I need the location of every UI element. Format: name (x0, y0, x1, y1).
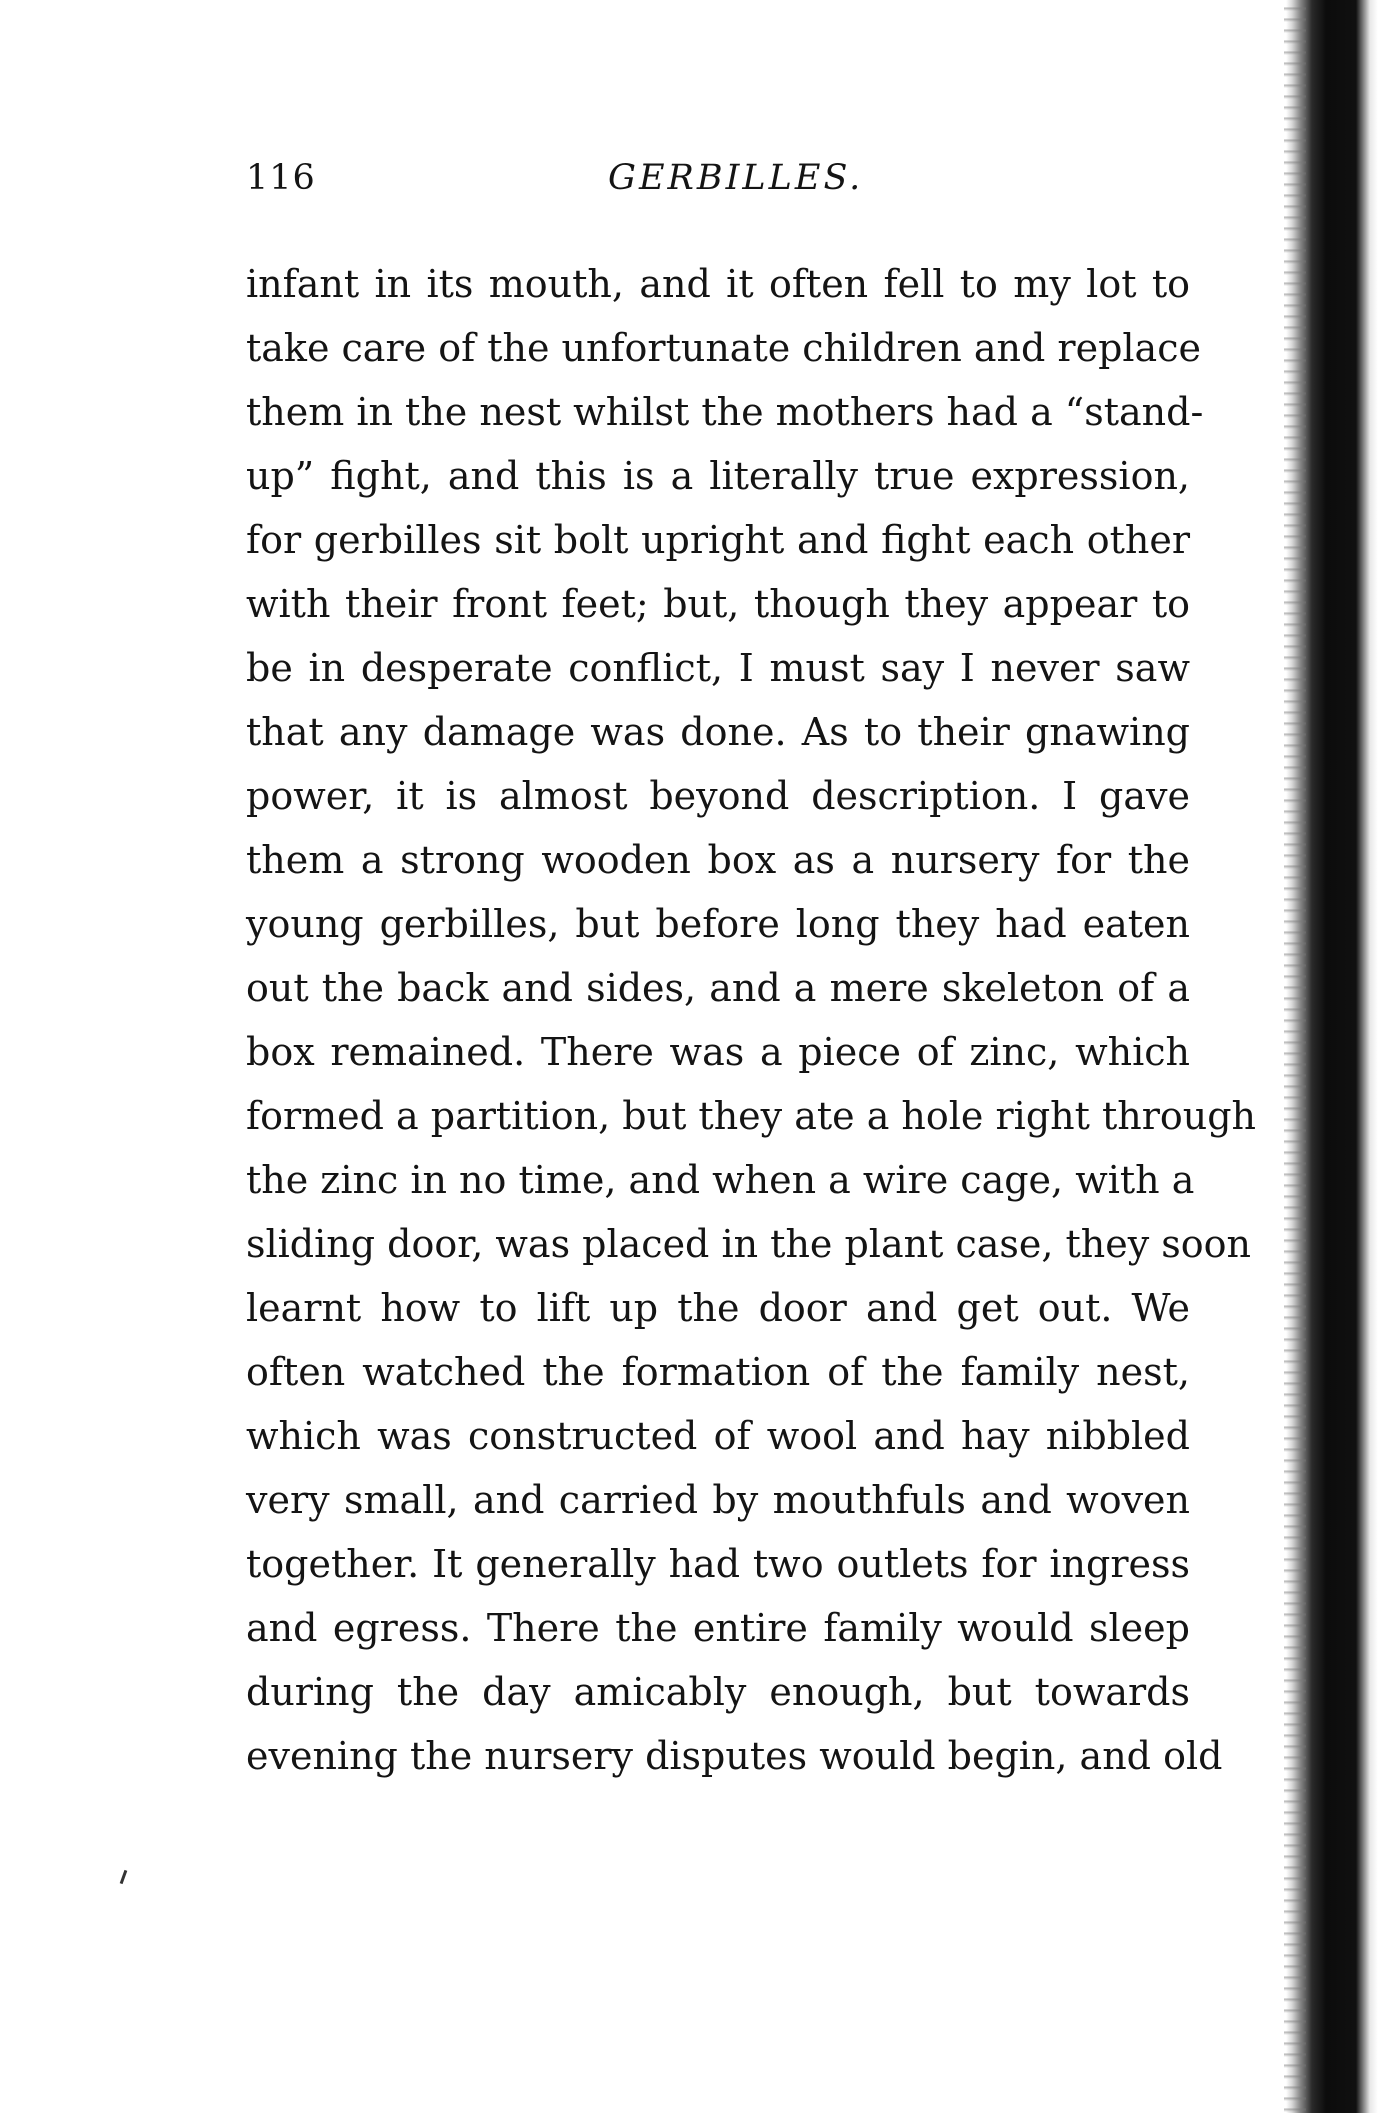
running-title: GERBILLES. (608, 158, 864, 198)
text-line: formed a partition, but they ate a hole right through (246, 1094, 1257, 1138)
text-line: together. It generally had two outlets for ingress (246, 1542, 1190, 1586)
text-line: young gerbilles, but before long they had eaten (246, 902, 1190, 946)
text-line: for gerbilles sit bolt upright and fight each other (246, 518, 1190, 562)
text-line: power, it is almost beyond description. I gave (246, 774, 1190, 818)
text-line: the zinc in no time, and when a wire cage, with a (246, 1158, 1195, 1202)
text-line: out the back and sides, and a mere skeleton of a (246, 966, 1190, 1010)
text-line: sliding door, was placed in the plant case, they soon (246, 1222, 1252, 1266)
text-line: be in desperate conflict, I must say I never saw (246, 646, 1190, 690)
text-line: them in the nest whilst the mothers had a “stand- (246, 390, 1204, 434)
text-line: evening the nursery disputes would begin, and old (246, 1734, 1223, 1778)
text-line: up” fight, and this is a literally true expression, (246, 454, 1190, 498)
text-line: which was constructed of wool and hay nibbled (246, 1414, 1190, 1458)
page-number: 116 (246, 158, 316, 198)
text-line: them a strong wooden box as a nursery for the (246, 838, 1190, 882)
spine-texture (1284, 0, 1306, 2113)
text-line: take care of the unfortunate children and replace (246, 326, 1201, 370)
running-head (246, 158, 1190, 208)
text-line: very small, and carried by mouthfuls and woven (246, 1478, 1190, 1522)
text-line: box remained. There was a piece of zinc, which (246, 1030, 1190, 1074)
body-text (246, 252, 1257, 1788)
text-line: with their front feet; but, though they appear to (246, 582, 1190, 626)
text-line: learnt how to lift up the door and get out. We (246, 1286, 1190, 1330)
text-line: infant in its mouth, and it often fell to my lot to (246, 262, 1190, 306)
text-line: that any damage was done. As to their gnawing (246, 710, 1190, 754)
text-line: during the day amicably enough, but towards (246, 1670, 1190, 1714)
stray-ink-mark (120, 1870, 128, 1884)
text-line: often watched the formation of the family nest, (246, 1350, 1190, 1394)
text-line: and egress. There the entire family would sleep (246, 1606, 1190, 1650)
